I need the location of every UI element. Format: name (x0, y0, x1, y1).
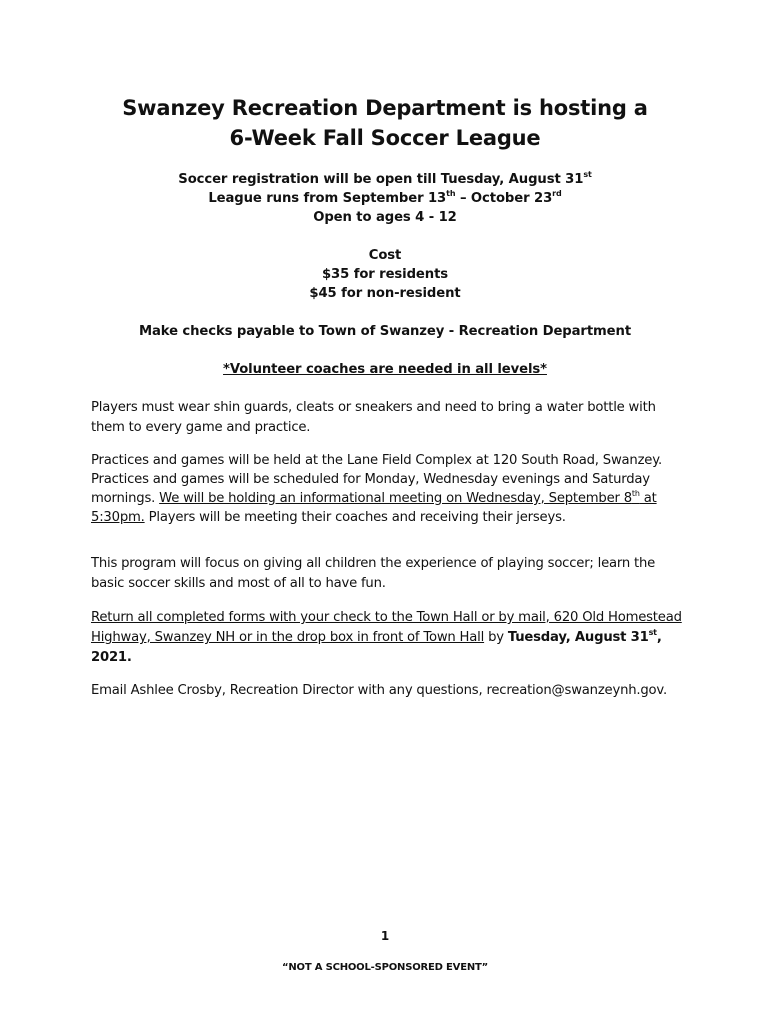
program-paragraph: This program will focus on giving all children the experience of playing soccer; learn the basic soccer skills and most of all to have fun. (91, 556, 656, 591)
age-range: Open to ages 4 - 12 (313, 210, 457, 225)
location-paragraph: Practices and games will be held at the Lane Field Complex at 120 South Road, Swanzey. Practices and games will be scheduled for Monday, Wednesday evenings and Saturday mornings. We will be holding an informational meeting on Wednesday, September 8th at 5:30pm. Players will be meeting their coaches and receiving their jerseys. (91, 453, 662, 525)
volunteer-coaches-note: *Volunteer coaches are needed in all levels* (223, 362, 547, 377)
equipment-paragraph: Players must wear shin guards, cleats or sneakers and need to bring a water bottle with them to every game and practice. (91, 400, 656, 435)
cost-heading: Cost (368, 248, 402, 263)
page-number: 1 (380, 929, 390, 943)
contact-paragraph: Email Ashlee Crosby, Recreation Director with any questions, recreation@swanzeynh.gov. (91, 683, 667, 698)
page-title-line-1: Swanzey Recreation Department is hosting a (122, 96, 648, 120)
cost-non-residents: $45 for non-resident (309, 286, 461, 301)
return-forms-paragraph: Return all completed forms with your check to the Town Hall or by mail, 620 Old Homestead Highway, Swanzey NH or in the drop box in front of Town Hall by Tuesday, August 31st, 2021. (91, 610, 682, 665)
checks-payable-note: Make checks payable to Town of Swanzey - Recreation Department (138, 324, 632, 339)
registration-deadline: Soccer registration will be open till Tuesday, August 31st (178, 169, 592, 187)
return-deadline: Tuesday, August 31st, 2021. (91, 627, 662, 665)
cost-residents: $35 for residents (321, 267, 449, 282)
meeting-info: We will be holding an informational meeting on Wednesday, September 8th at 5:30pm. (91, 488, 657, 525)
page-title-line-2: 6-Week Fall Soccer League (229, 126, 541, 150)
league-dates: League runs from September 13th – October 23rd (208, 188, 562, 206)
footer-note: “NOT A SCHOOL-SPONSORED EVENT” (282, 962, 488, 973)
